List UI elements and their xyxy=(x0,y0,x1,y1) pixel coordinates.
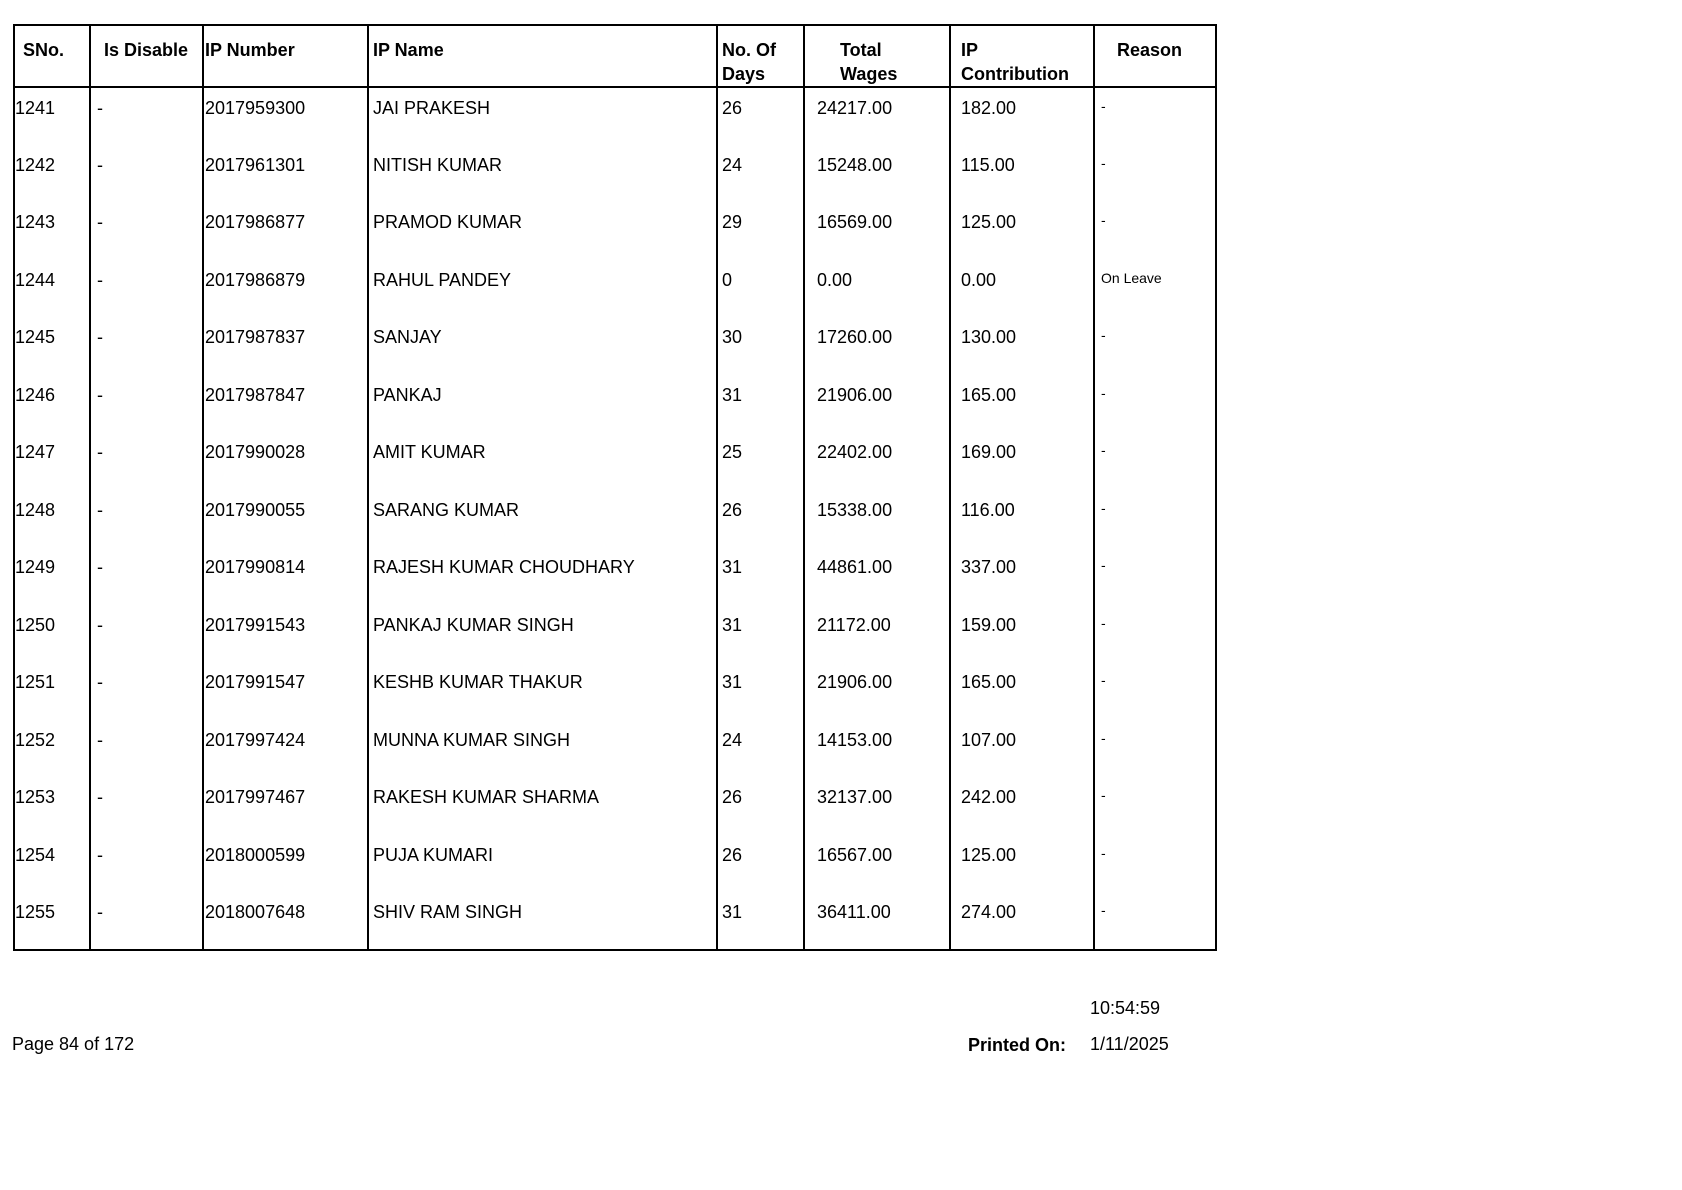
cell-is-disable: - xyxy=(90,145,203,203)
cell-sno: 1251 xyxy=(14,662,90,720)
cell-ip-name: PANKAJ xyxy=(368,375,717,433)
header-reason: Reason xyxy=(1094,25,1216,87)
cell-days: 30 xyxy=(717,317,804,375)
cell-days: 26 xyxy=(717,87,804,145)
cell-reason: On Leave xyxy=(1094,260,1216,318)
table-row xyxy=(14,662,1216,720)
cell-ip-name: JAI PRAKESH xyxy=(368,87,717,145)
cell-sno: 1245 xyxy=(14,317,90,375)
cell-days: 31 xyxy=(717,547,804,605)
cell-wages: 44861.00 xyxy=(804,547,950,605)
header-days-line2: Days xyxy=(722,64,766,84)
printed-date: 1/11/2025 xyxy=(1090,1034,1169,1054)
table-row xyxy=(14,317,1216,375)
cell-contribution: 107.00 xyxy=(950,720,1094,778)
cell-ip-name: RAJESH KUMAR CHOUDHARY xyxy=(368,547,717,605)
header-wages-line1: Total xyxy=(840,40,882,60)
header-contribution-line1: IP xyxy=(961,40,979,60)
cell-ip-number: 2017990055 xyxy=(203,490,368,548)
cell-contribution: 274.00 xyxy=(950,892,1094,950)
cell-days: 31 xyxy=(717,375,804,433)
cell-contribution: 130.00 xyxy=(950,317,1094,375)
cell-reason: - xyxy=(1094,202,1216,260)
cell-is-disable: - xyxy=(90,892,203,950)
cell-wages: 36411.00 xyxy=(804,892,950,950)
cell-days: 24 xyxy=(717,145,804,203)
header-wages-line2: Wages xyxy=(840,64,898,84)
cell-sno: 1253 xyxy=(14,777,90,835)
cell-wages: 24217.00 xyxy=(804,87,950,145)
printed-on-label: Printed On: xyxy=(968,1035,1066,1055)
cell-contribution: 125.00 xyxy=(950,835,1094,893)
cell-ip-name: PUJA KUMARI xyxy=(368,835,717,893)
header-is-disable: Is Disable xyxy=(90,25,203,87)
cell-days: 25 xyxy=(717,432,804,490)
cell-is-disable: - xyxy=(90,260,203,318)
cell-is-disable: - xyxy=(90,720,203,778)
cell-ip-number: 2017959300 xyxy=(203,87,368,145)
cell-reason: - xyxy=(1094,720,1216,778)
header-ip-number: IP Number xyxy=(203,25,368,87)
cell-sno: 1248 xyxy=(14,490,90,548)
cell-ip-name: AMIT KUMAR xyxy=(368,432,717,490)
cell-ip-number: 2017990814 xyxy=(203,547,368,605)
cell-wages: 0.00 xyxy=(804,260,950,318)
cell-contribution: 182.00 xyxy=(950,87,1094,145)
cell-is-disable: - xyxy=(90,490,203,548)
table-row xyxy=(14,835,1216,893)
table-row xyxy=(14,605,1216,663)
cell-ip-number: 2017986877 xyxy=(203,202,368,260)
cell-contribution: 165.00 xyxy=(950,375,1094,433)
cell-ip-name: NITISH KUMAR xyxy=(368,145,717,203)
cell-ip-number: 2017991547 xyxy=(203,662,368,720)
cell-ip-number: 2017991543 xyxy=(203,605,368,663)
cell-sno: 1255 xyxy=(14,892,90,950)
cell-ip-number: 2017990028 xyxy=(203,432,368,490)
cell-ip-number: 2017997467 xyxy=(203,777,368,835)
cell-sno: 1242 xyxy=(14,145,90,203)
cell-is-disable: - xyxy=(90,317,203,375)
cell-ip-name: PANKAJ KUMAR SINGH xyxy=(368,605,717,663)
cell-ip-number: 2017987837 xyxy=(203,317,368,375)
cell-ip-name: SHIV RAM SINGH xyxy=(368,892,717,950)
cell-is-disable: - xyxy=(90,432,203,490)
header-contribution xyxy=(950,25,1094,87)
cell-wages: 17260.00 xyxy=(804,317,950,375)
cell-ip-name: RAKESH KUMAR SHARMA xyxy=(368,777,717,835)
cell-days: 31 xyxy=(717,892,804,950)
cell-sno: 1254 xyxy=(14,835,90,893)
cell-is-disable: - xyxy=(90,605,203,663)
cell-is-disable: - xyxy=(90,777,203,835)
cell-wages: 22402.00 xyxy=(804,432,950,490)
cell-is-disable: - xyxy=(90,375,203,433)
cell-contribution: 242.00 xyxy=(950,777,1094,835)
cell-ip-name: SANJAY xyxy=(368,317,717,375)
printed-time: 10:54:59 xyxy=(1090,998,1161,1018)
cell-reason: - xyxy=(1094,145,1216,203)
cell-reason: - xyxy=(1094,777,1216,835)
header-ip-name: IP Name xyxy=(368,25,717,87)
contribution-table xyxy=(13,24,1217,951)
cell-contribution: 337.00 xyxy=(950,547,1094,605)
header-sno: SNo. xyxy=(14,25,90,87)
cell-is-disable: - xyxy=(90,202,203,260)
cell-wages: 16569.00 xyxy=(804,202,950,260)
table-row xyxy=(14,490,1216,548)
cell-days: 0 xyxy=(717,260,804,318)
cell-ip-number: 2017986879 xyxy=(203,260,368,318)
cell-wages: 16567.00 xyxy=(804,835,950,893)
cell-is-disable: - xyxy=(90,87,203,145)
cell-contribution: 169.00 xyxy=(950,432,1094,490)
cell-contribution: 115.00 xyxy=(950,145,1094,203)
table-row xyxy=(14,892,1216,950)
cell-ip-number: 2017987847 xyxy=(203,375,368,433)
cell-contribution: 0.00 xyxy=(950,260,1094,318)
cell-contribution: 116.00 xyxy=(950,490,1094,548)
cell-sno: 1246 xyxy=(14,375,90,433)
header-days-line1: No. Of xyxy=(722,40,776,60)
cell-days: 26 xyxy=(717,490,804,548)
page-number: Page 84 of 172 xyxy=(12,1034,135,1054)
cell-days: 31 xyxy=(717,605,804,663)
cell-reason: - xyxy=(1094,432,1216,490)
cell-sno: 1244 xyxy=(14,260,90,318)
header-days xyxy=(717,25,804,87)
cell-ip-name: SARANG KUMAR xyxy=(368,490,717,548)
cell-contribution: 125.00 xyxy=(950,202,1094,260)
cell-wages: 14153.00 xyxy=(804,720,950,778)
cell-reason: - xyxy=(1094,375,1216,433)
header-row xyxy=(14,25,1216,87)
cell-ip-number: 2017997424 xyxy=(203,720,368,778)
table-row xyxy=(14,145,1216,203)
cell-days: 31 xyxy=(717,662,804,720)
cell-is-disable: - xyxy=(90,547,203,605)
cell-is-disable: - xyxy=(90,662,203,720)
cell-reason: - xyxy=(1094,317,1216,375)
cell-sno: 1241 xyxy=(14,87,90,145)
cell-days: 29 xyxy=(717,202,804,260)
cell-sno: 1243 xyxy=(14,202,90,260)
table-row xyxy=(14,375,1216,433)
cell-reason: - xyxy=(1094,835,1216,893)
cell-wages: 15248.00 xyxy=(804,145,950,203)
cell-reason: - xyxy=(1094,490,1216,548)
cell-days: 26 xyxy=(717,835,804,893)
table-row xyxy=(14,777,1216,835)
cell-ip-name: MUNNA KUMAR SINGH xyxy=(368,720,717,778)
cell-reason: - xyxy=(1094,547,1216,605)
cell-is-disable: - xyxy=(90,835,203,893)
cell-sno: 1249 xyxy=(14,547,90,605)
cell-reason: - xyxy=(1094,87,1216,145)
table-row xyxy=(14,87,1216,145)
cell-wages: 21906.00 xyxy=(804,375,950,433)
cell-days: 24 xyxy=(717,720,804,778)
cell-wages: 15338.00 xyxy=(804,490,950,548)
table-row xyxy=(14,432,1216,490)
table-body xyxy=(14,87,1216,950)
cell-sno: 1250 xyxy=(14,605,90,663)
cell-ip-number: 2018007648 xyxy=(203,892,368,950)
cell-ip-name: KESHB KUMAR THAKUR xyxy=(368,662,717,720)
cell-contribution: 165.00 xyxy=(950,662,1094,720)
cell-wages: 21906.00 xyxy=(804,662,950,720)
cell-ip-name: RAHUL PANDEY xyxy=(368,260,717,318)
table-row xyxy=(14,202,1216,260)
header-contribution-line2: Contribution xyxy=(961,64,1069,84)
table-row xyxy=(14,720,1216,778)
cell-ip-number: 2017961301 xyxy=(203,145,368,203)
cell-contribution: 159.00 xyxy=(950,605,1094,663)
cell-sno: 1247 xyxy=(14,432,90,490)
cell-wages: 21172.00 xyxy=(804,605,950,663)
cell-reason: - xyxy=(1094,605,1216,663)
header-wages xyxy=(804,25,950,87)
table-row xyxy=(14,547,1216,605)
cell-sno: 1252 xyxy=(14,720,90,778)
cell-ip-name: PRAMOD KUMAR xyxy=(368,202,717,260)
cell-days: 26 xyxy=(717,777,804,835)
cell-wages: 32137.00 xyxy=(804,777,950,835)
table-row xyxy=(14,260,1216,318)
cell-reason: - xyxy=(1094,892,1216,950)
cell-reason: - xyxy=(1094,662,1216,720)
cell-ip-number: 2018000599 xyxy=(203,835,368,893)
